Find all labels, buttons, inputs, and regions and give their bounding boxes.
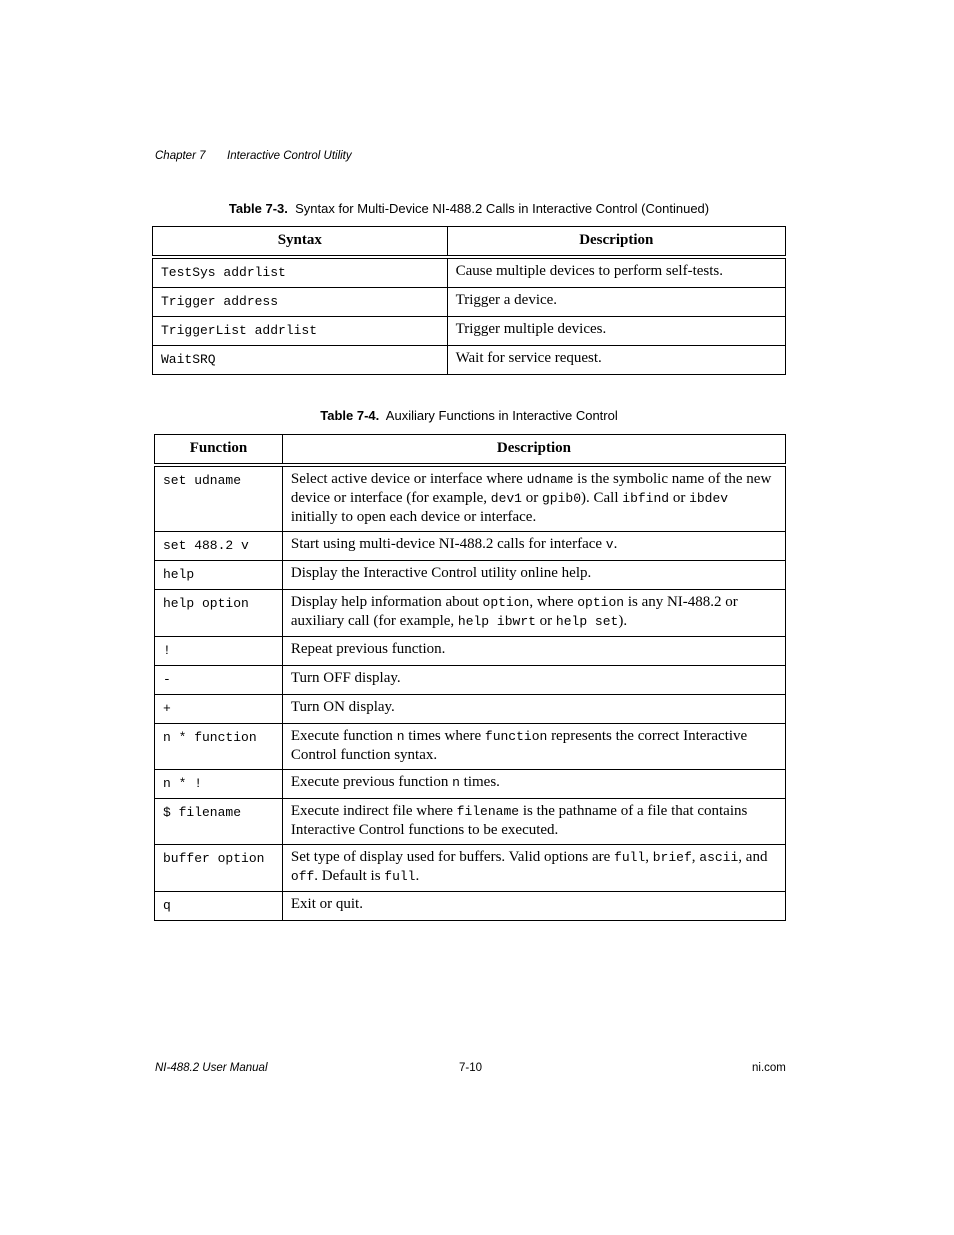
description-text: Execute indirect file where <box>290 803 457 819</box>
inline-code: full <box>384 869 416 884</box>
syntax-cell: TestSys addrlist <box>153 257 448 288</box>
table-row <box>155 637 786 666</box>
function-cell: q <box>155 892 283 921</box>
description-text: Select active device or interface where <box>290 471 527 487</box>
description-text: times. <box>459 774 500 790</box>
caption-label: Table 7-4. <box>320 408 380 423</box>
description-text: . <box>613 536 618 552</box>
function-cell: help option <box>155 590 283 637</box>
syntax-cell: WaitSRQ <box>153 346 448 375</box>
footer-manual-title: NI-488.2 User Manual <box>155 1062 268 1074</box>
description-cell <box>282 799 785 845</box>
description-cell <box>282 770 785 799</box>
description-text: Exit or quit. <box>290 896 363 912</box>
table-row <box>155 666 786 695</box>
chapter-number: Chapter 7 <box>155 150 206 162</box>
description-cell <box>282 465 785 532</box>
description-cell <box>282 637 785 666</box>
table-row <box>153 257 786 288</box>
caption-text: Syntax for Multi-Device NI-488.2 Calls in Interactive Control (Continued) <box>295 201 710 216</box>
inline-code: brief <box>652 850 692 865</box>
syntax-table <box>152 226 786 375</box>
inline-code: n <box>452 775 460 790</box>
description-text: is the pathname of a file that contains Interactive Control functions to be executed. <box>290 803 748 838</box>
inline-code: ibdev <box>689 491 729 506</box>
description-text: Execute previous function <box>290 774 453 790</box>
description-cell: Trigger a device. <box>447 288 785 317</box>
table-row <box>155 892 786 921</box>
inline-code: ibfind <box>622 491 670 506</box>
description-text: Display help information about <box>290 594 483 610</box>
inline-code: function <box>484 729 548 744</box>
inline-code: v <box>605 537 614 552</box>
description-cell <box>282 845 785 892</box>
description-text: times where <box>404 728 485 744</box>
table-row <box>155 724 786 770</box>
function-cell: - <box>155 666 283 695</box>
description-text: ). <box>618 613 628 629</box>
page-number: 7-10 <box>459 1062 483 1074</box>
description-text: , where <box>529 594 578 610</box>
description-text: or <box>522 490 542 506</box>
caption-label: Table 7-3. <box>228 201 288 216</box>
inline-code: option <box>482 595 530 610</box>
table-row <box>153 317 786 346</box>
description-text: Display the Interactive Control utility online help. <box>290 565 592 581</box>
description-text: Execute function <box>290 728 397 744</box>
table-row <box>155 561 786 590</box>
column-header-syntax: Syntax <box>153 227 448 258</box>
description-cell <box>282 666 785 695</box>
description-cell <box>282 532 785 561</box>
function-cell: + <box>155 695 283 724</box>
function-cell: ! <box>155 637 283 666</box>
table-row <box>155 532 786 561</box>
table-row <box>155 845 786 892</box>
chapter-title: Interactive Control Utility <box>227 150 352 162</box>
description-cell <box>282 724 785 770</box>
table-row <box>155 770 786 799</box>
inline-code: udname <box>526 472 574 487</box>
function-cell: set 488.2 v <box>155 532 283 561</box>
table-row <box>155 695 786 724</box>
description-text: represents the correct Interactive Control function syntax. <box>290 728 748 763</box>
description-cell <box>282 695 785 724</box>
description-cell: Wait for service request. <box>447 346 785 375</box>
table-7-3-caption <box>152 201 786 216</box>
table-row <box>155 799 786 845</box>
description-text: . Default is <box>314 868 385 884</box>
function-cell: set udname <box>155 465 283 532</box>
description-text: . <box>415 868 420 884</box>
description-text: , <box>691 849 700 865</box>
inline-code: filename <box>456 804 520 819</box>
description-text: initially to open each device or interface. <box>290 509 537 525</box>
syntax-cell: TriggerList addrlist <box>153 317 448 346</box>
description-text: Repeat previous function. <box>290 641 446 657</box>
column-header-function: Function <box>155 435 283 466</box>
function-cell: buffer option <box>155 845 283 892</box>
inline-code: full <box>614 850 646 865</box>
syntax-cell: Trigger address <box>153 288 448 317</box>
description-text: is the symbolic name of the new device or interface (for example, <box>290 471 772 506</box>
auxiliary-functions-table <box>154 434 786 921</box>
inline-code: dev1 <box>490 491 522 506</box>
inline-code: ascii <box>699 850 739 865</box>
description-cell <box>282 561 785 590</box>
caption-text: Auxiliary Functions in Interactive Control <box>385 408 618 423</box>
description-text: or <box>535 613 556 629</box>
description-cell: Trigger multiple devices. <box>447 317 785 346</box>
description-text: Set type of display used for buffers. Valid options are <box>290 849 615 865</box>
description-text: or <box>669 490 690 506</box>
column-header-description: Description <box>282 435 785 466</box>
description-text: is any NI-488.2 or auxiliary call (for example, <box>290 594 738 629</box>
function-cell: n * ! <box>155 770 283 799</box>
inline-code: help ibwrt <box>457 614 536 629</box>
table-7-4-caption <box>152 408 786 423</box>
function-cell: $ filename <box>155 799 283 845</box>
description-cell <box>282 892 785 921</box>
description-text: Start using multi-device NI-488.2 calls for interface <box>290 536 606 552</box>
table-row <box>153 346 786 375</box>
table-row <box>155 590 786 637</box>
inline-code: off <box>290 869 315 884</box>
page-header <box>155 150 352 162</box>
inline-code: gpib0 <box>542 491 582 506</box>
inline-code: option <box>577 595 625 610</box>
description-text: Turn OFF display. <box>290 670 401 686</box>
table-row <box>153 288 786 317</box>
description-cell: Cause multiple devices to perform self-tests. <box>447 257 785 288</box>
description-text: , and <box>738 849 768 865</box>
description-text: Turn ON display. <box>290 699 395 715</box>
inline-code: help set <box>555 614 619 629</box>
description-cell <box>282 590 785 637</box>
inline-code: n <box>396 729 405 744</box>
function-cell: n * function <box>155 724 283 770</box>
column-header-description: Description <box>447 227 785 258</box>
description-text: ). Call <box>581 490 623 506</box>
table-row <box>155 465 786 532</box>
description-text: , <box>645 849 653 865</box>
function-cell: help <box>155 561 283 590</box>
footer-website: ni.com <box>752 1062 786 1074</box>
